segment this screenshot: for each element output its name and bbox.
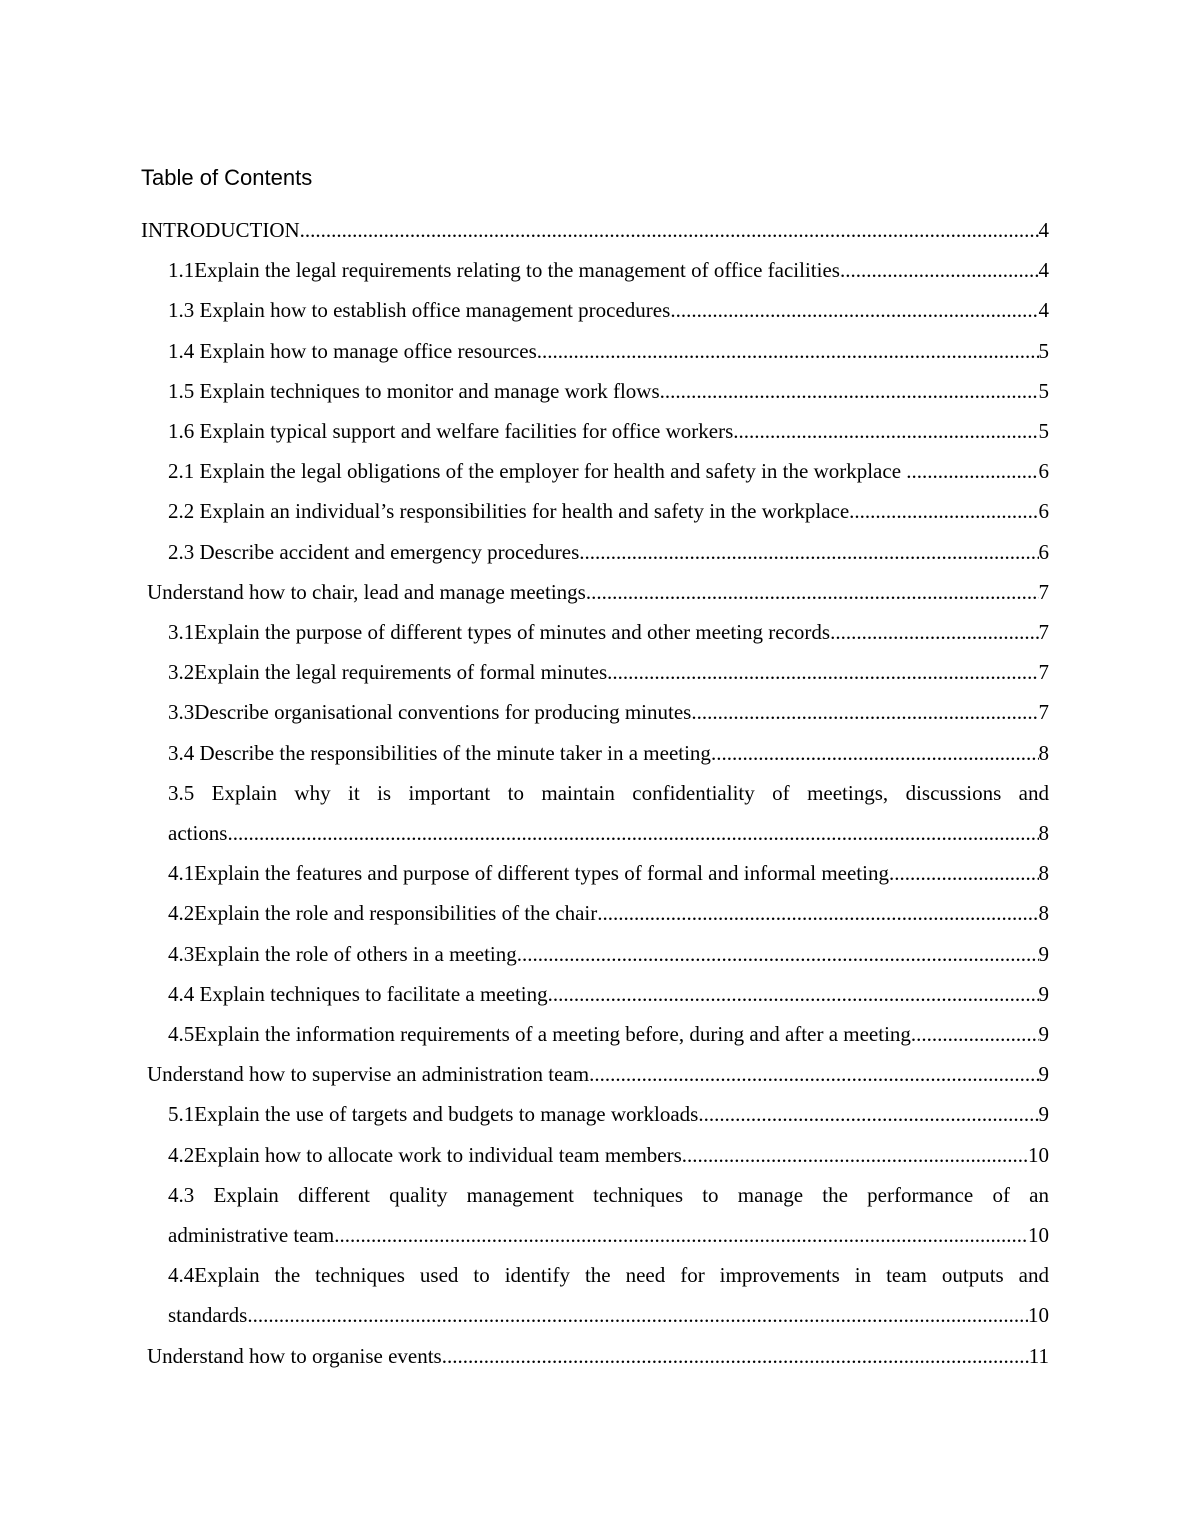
toc-entry[interactable] [141,652,1049,692]
toc-dot-leader [889,853,1039,893]
toc-dot-leader [840,250,1039,290]
toc-entry-text: 3.1Explain the purpose of different types of minutes and other meeting records [168,620,831,645]
toc-page-number: 11 [1028,1343,1049,1368]
toc-dot-leader [334,1215,1028,1255]
toc-entry[interactable] [141,612,1049,652]
toc-page-number: 5 [1038,378,1049,403]
toc-entry-text: 3.4 Describe the responsibilities of the minute taker in a meeting [168,740,711,765]
toc-dot-leader [698,1094,1038,1134]
toc-page-number: 7 [1038,620,1049,645]
toc-entry[interactable] [141,532,1049,572]
toc-entry-text: 4.2Explain how to allocate work to individual team members [168,1142,682,1167]
toc-entry[interactable] [141,572,1049,612]
toc-dot-leader [849,491,1038,531]
toc-page-number: 7 [1038,660,1049,685]
toc-entry-text: Understand how to chair, lead and manage meetings [147,579,586,604]
toc-entry[interactable] [141,1135,1049,1175]
toc-entry-multiline[interactable] [141,1175,1049,1255]
toc-entry-text-line2: administrative team [168,1223,335,1248]
toc-entry-text: 2.2 Explain an individual’s responsibilities for health and safety in the workplace [168,499,850,524]
toc-page-number: 8 [1038,740,1049,765]
toc-entry-text: Understand how to organise events [147,1343,442,1368]
toc-entry-text: 1.1Explain the legal requirements relating to the management of office facilities [168,258,840,283]
toc-entry-text: 3.2Explain the legal requirements of formal minutes [168,660,608,685]
toc-entry-multiline[interactable] [141,773,1049,853]
toc-page-number: 8 [1038,821,1049,846]
toc-entry-text: 4.5Explain the information requirements of a meeting before, during and after a meeting [168,1022,911,1047]
toc-entry-text: 1.6 Explain typical support and welfare facilities for office workers [168,419,734,444]
toc-dot-leader [537,331,1039,371]
toc-dot-leader [586,572,1039,612]
toc-entry[interactable] [141,331,1049,371]
toc-entry[interactable] [141,411,1049,451]
toc-page-number: 8 [1038,901,1049,926]
toc-entry-text: 2.3 Describe accident and emergency procedures [168,539,580,564]
toc-dot-leader [442,1336,1029,1376]
toc-entry[interactable] [141,371,1049,411]
toc-dot-leader [830,612,1038,652]
toc-entry-text: 4.2Explain the role and responsibilities of the chair [168,901,598,926]
toc-dot-leader [660,371,1039,411]
toc-title: Table of Contents [141,165,313,190]
toc-page-number: 4 [1038,298,1049,323]
toc-page-number: 9 [1038,981,1049,1006]
toc-entry[interactable] [141,1014,1049,1054]
toc-entry-text-line1: 3.5 Explain why it is important to maintain confidentiality of meetings, discussions and [168,780,1049,805]
toc-dot-leader [227,813,1038,853]
toc-entry[interactable] [141,250,1049,290]
toc-page-number: 10 [1028,1223,1049,1248]
toc-entry-line2 [168,1295,1049,1335]
toc-entry-text: 3.3Describe organisational conventions for producing minutes [168,700,692,725]
toc-entry[interactable] [141,934,1049,974]
toc-dot-leader [548,974,1039,1014]
toc-entry-text: Understand how to supervise an administration team [147,1062,590,1087]
toc-dot-leader [300,210,1039,250]
toc-dot-leader [733,411,1038,451]
toc-entry-text: 1.4 Explain how to manage office resources [168,338,537,363]
toc-dot-leader [589,1054,1038,1094]
document-page [141,160,1049,1376]
toc-entry[interactable] [141,210,1049,250]
toc-entry[interactable] [141,853,1049,893]
toc-dot-leader [247,1295,1028,1335]
toc-entry-text-line1: 4.3 Explain different quality management techniques to manage the performance of an [168,1182,1049,1207]
toc-dot-leader [911,1014,1039,1054]
toc-page-number: 7 [1038,700,1049,725]
toc-entry-text-line2: standards [168,1303,248,1328]
toc-page-number: 7 [1038,579,1049,604]
toc-entry[interactable] [141,893,1049,933]
toc-entry-text: 1.5 Explain techniques to monitor and manage work flows [168,378,660,403]
toc-entry[interactable] [141,733,1049,773]
toc-entry-text: INTRODUCTION [141,218,300,242]
toc-page-number: 6 [1038,499,1049,524]
toc-page-number: 6 [1038,539,1049,564]
toc-dot-leader [597,893,1038,933]
toc-entry[interactable] [141,1054,1049,1094]
toc-page-number: 5 [1038,338,1049,363]
toc-entry-text: 4.1Explain the features and purpose of different types of formal and informal meeting [168,861,889,886]
toc-page-number: 9 [1038,1022,1049,1047]
toc-page-number: 9 [1038,941,1049,966]
toc-page-number: 10 [1028,1142,1049,1167]
toc-page-number: 9 [1038,1062,1049,1087]
toc-dot-leader [682,1135,1028,1175]
toc-dot-leader [691,692,1038,732]
toc-entry[interactable] [141,974,1049,1014]
toc-dot-leader [711,733,1039,773]
toc-entry-multiline[interactable] [141,1255,1049,1335]
toc-entry[interactable] [141,1336,1049,1376]
toc-dot-leader [906,451,1038,491]
toc-dot-leader [607,652,1038,692]
toc-page-number: 4 [1038,218,1049,242]
toc-entry-text: 4.3Explain the role of others in a meeting [168,941,517,966]
toc-entry-text: 4.4 Explain techniques to facilitate a meeting [168,981,548,1006]
toc-dot-leader [579,532,1038,572]
toc-entry-line2 [168,813,1049,853]
toc-page-number: 10 [1028,1303,1049,1328]
toc-entry-line2 [168,1215,1049,1255]
toc-page-number: 4 [1038,258,1049,283]
toc-entry[interactable] [141,692,1049,732]
toc-entry-text-line2: actions [168,821,228,846]
toc-entry-text-line1: 4.4Explain the techniques used to identify the need for improvements in team outputs and [168,1263,1049,1288]
toc-entry-text: 1.3 Explain how to establish office management procedures [168,298,671,323]
toc-page-number: 8 [1038,861,1049,886]
toc-entry[interactable] [141,1094,1049,1134]
toc-entry[interactable] [141,451,1049,491]
toc-entry-text: 2.1 Explain the legal obligations of the employer for health and safety in the workplace [168,459,907,484]
toc-entry[interactable] [141,491,1049,531]
toc-entry[interactable] [141,290,1049,330]
toc-dot-leader [517,934,1039,974]
toc-page-number: 5 [1038,419,1049,444]
toc-dot-leader [670,290,1038,330]
toc-page-number: 6 [1038,459,1049,484]
toc-entry-text: 5.1Explain the use of targets and budgets to manage workloads [168,1102,699,1127]
toc-entries [141,210,1049,1376]
toc-page-number: 9 [1038,1102,1049,1127]
